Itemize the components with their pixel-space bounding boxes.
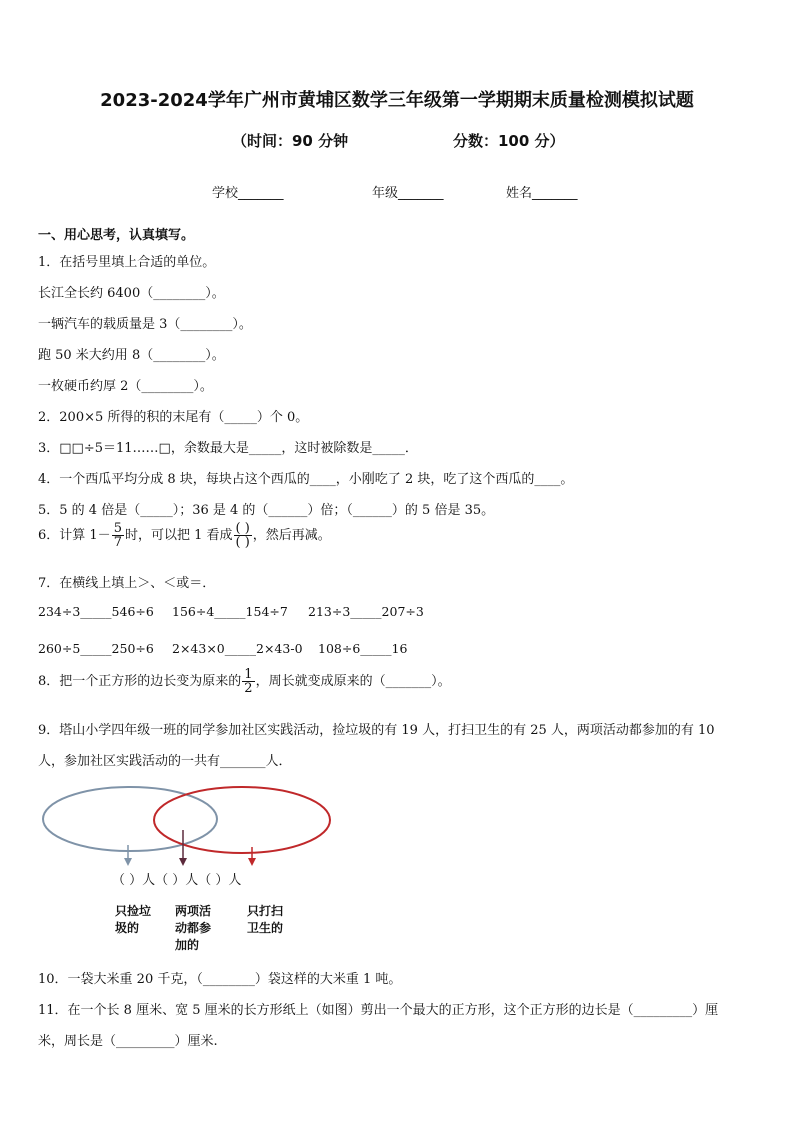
arrow-cleaning-only [248, 847, 256, 866]
question-1a: 长江全长约 6400（________）。 [38, 286, 225, 301]
venn-label-cleaning: 只打扫卫生的 [247, 904, 284, 935]
grade-field: 年级_______ [372, 186, 444, 201]
question-7-stem: 7．在横线上填上＞、＜或＝． [38, 576, 216, 591]
question-1c: 跑 50 米大约用 8（________）。 [38, 348, 225, 363]
q6-text-a: 6．计算 1－ [38, 528, 111, 543]
exam-score: 分数：100 分） [453, 132, 565, 150]
q6-blank-numerator: ( ) [235, 521, 250, 536]
question-9-line2: 人，参加社区实践活动的一共有_______人． [38, 754, 292, 769]
arrow-trash-only [124, 845, 132, 866]
q7-compare: 234÷3_____546÷6 [38, 604, 154, 619]
q6-text-b: 时，可以把 1 看成 [124, 528, 233, 543]
venn-label-trash: 只捡垃圾的 [115, 904, 152, 935]
page-title: 2023-2024学年广州市黄埔区数学三年级第一学期期末质量检测模拟试题 [100, 90, 694, 111]
question-1d: 一枚硬币约厚 2（________）。 [38, 379, 213, 394]
question-3: 3．□□÷5＝11……□，余数最大是_____，这时被除数是_____． [38, 441, 418, 456]
question-1b: 一辆汽车的载质量是 3（________）。 [38, 317, 252, 332]
q7-compare: 156÷4_____154÷7 [172, 604, 288, 619]
question-1-stem: 1．在括号里填上合适的单位。 [38, 255, 216, 270]
question-11-line1: 11．在一个长 8 厘米、宽 5 厘米的长方形纸上（如图）剪出一个最大的正方形，这个正方形的边长是（_________）厘 [38, 1003, 719, 1018]
school-field: 学校_______ [212, 186, 284, 201]
q6-text-c: ，然后再减。 [252, 528, 331, 543]
q7-compare: 108÷6_____16 [318, 641, 408, 656]
question-4: 4．一个西瓜平均分成 8 块，每块占这个西瓜的____，小刚吃了 2 块，吃了这个西瓜的____。 [38, 472, 574, 487]
question-10: 10．一袋大米重 20 千克，（________）袋这样的大米重 1 吨。 [38, 972, 402, 987]
q7-compare: 260÷5_____250÷6 [38, 641, 154, 656]
question-2: 2．200×5 所得的积的末尾有（_____）个 0。 [38, 410, 309, 425]
q6-numerator: 5 [113, 521, 122, 536]
q7-compare: 2×43×0_____2×43-0 [172, 641, 303, 656]
q8-numerator: 1 [244, 667, 253, 682]
q6-blank-denominator: ( ) [235, 535, 250, 550]
venn-answer-blanks: （ ）人（ ）人（ ）人 [112, 873, 242, 888]
question-11-line2: 米，周长是（_________）厘米. [38, 1034, 218, 1049]
section-heading: 一、用心思考，认真填写。 [38, 228, 195, 243]
q7-compare: 213÷3_____207÷3 [308, 604, 424, 619]
venn-ellipse-cleaning [154, 787, 330, 853]
q8-denominator: 2 [244, 681, 253, 696]
q8-text-b: ，周长就变成原来的（_______）。 [255, 674, 451, 689]
question-9-line1: 9．塔山小学四年级一班的同学参加社区实践活动，捡垃圾的有 19 人，打扫卫生的有 25 人，两项活动都参加的有 10 [38, 723, 715, 738]
exam-time: （时间：90 分钟 [232, 132, 349, 150]
name-field: 姓名_______ [506, 186, 578, 201]
venn-ellipse-trash [43, 787, 217, 851]
q8-text-a: 8．把一个正方形的边长变为原来的 [38, 674, 242, 689]
q6-denominator: 7 [113, 535, 122, 550]
question-5: 5．5 的 4 倍是（_____）；36 是 4 的（______）倍；（______）的 5 倍是 35。 [38, 503, 495, 518]
venn-label-both: 两项活动都参加的 [175, 904, 212, 952]
arrow-both [179, 830, 187, 866]
